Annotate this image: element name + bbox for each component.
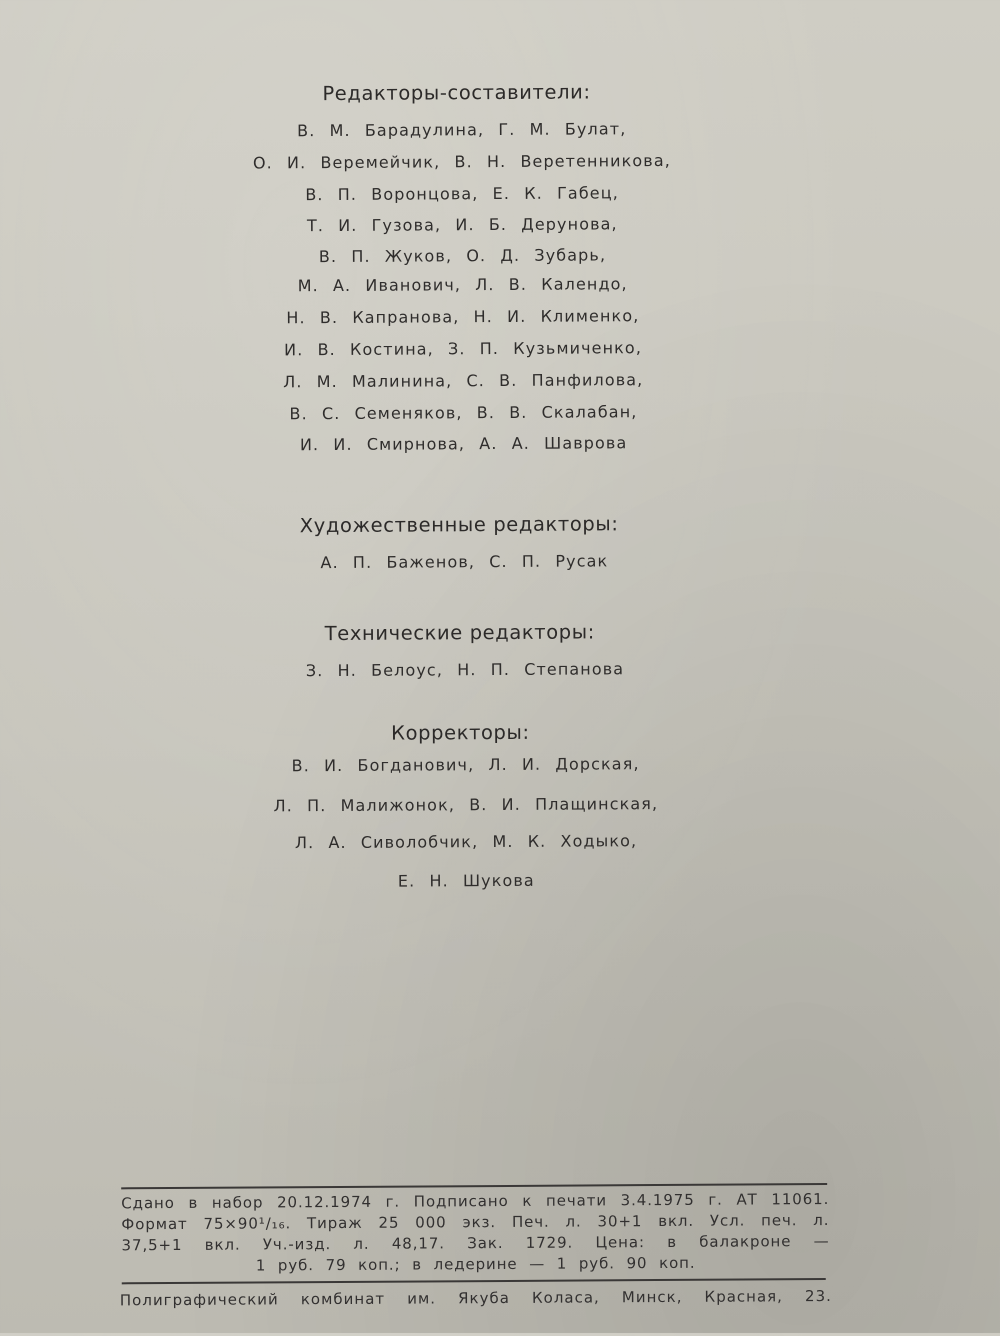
compilers-line: Т. И. Гузова, И. Б. Дерунова, bbox=[306, 214, 618, 236]
compilers-line: В. М. Барадулина, Г. М. Булат, bbox=[297, 119, 627, 141]
imprint-line: Сдано в набор 20.12.1974 г. Подписано к печати 3.4.1975 г. АТ 11061. bbox=[121, 1189, 830, 1213]
compilers-line: В. П. Воронцова, Е. К. Габец, bbox=[305, 183, 619, 205]
imprint-line: 1 руб. 79 коп.; в ледерине — 1 руб. 90 коп. bbox=[255, 1253, 696, 1275]
imprint-bottom-rule bbox=[122, 1278, 826, 1284]
tech-editors-line: З. Н. Белоус, Н. П. Степанова bbox=[305, 659, 625, 681]
compilers-heading: Редакторы-составители: bbox=[322, 80, 591, 106]
imprint-line: Формат 75×90¹/₁₆. Тираж 25 000 экз. Печ. л. 30+1 вкл. Усл. печ. л. bbox=[121, 1210, 830, 1234]
printer-line: Полиграфический комбинат им. Якуба Коласа, Минск, Красная, 23. bbox=[119, 1286, 832, 1310]
compilers-line: И. В. Костина, З. П. Кузьмиченко, bbox=[284, 338, 643, 360]
art-editors-line: А. П. Баженов, С. П. Русак bbox=[320, 551, 609, 573]
proofreaders-line: Л. П. Малижонок, В. И. Плащинская, bbox=[273, 794, 659, 816]
compilers-line: В. С. Семеняков, В. В. Скалабан, bbox=[289, 402, 638, 424]
proofreaders-line: В. И. Богданович, Л. И. Дорская, bbox=[291, 754, 640, 776]
compilers-line: В. П. Жуков, О. Д. Зубарь, bbox=[318, 245, 607, 267]
proofreaders-line: Е. Н. Шукова bbox=[397, 870, 535, 891]
compilers-line: И. И. Смирнова, А. А. Шаврова bbox=[299, 433, 628, 455]
tech-editors-heading: Технические редакторы: bbox=[324, 620, 595, 646]
proofreaders-heading: Корректоры: bbox=[391, 720, 530, 745]
imprint-top-rule bbox=[121, 1183, 827, 1189]
proofreaders-line: Л. А. Сиволобчик, М. К. Ходыко, bbox=[294, 831, 638, 853]
art-editors-heading: Художественные редакторы: bbox=[299, 512, 619, 538]
compilers-line: Л. М. Малинина, С. В. Панфилова, bbox=[283, 370, 644, 392]
compilers-line: О. И. Веремейчик, В. Н. Веретенникова, bbox=[252, 150, 671, 173]
imprint-line: 37,5+1 вкл. Уч.-изд. л. 48,17. Зак. 1729. Цена: в балакроне — bbox=[121, 1231, 830, 1255]
compilers-line: Н. В. Капранова, Н. И. Клименко, bbox=[286, 306, 640, 328]
compilers-line: М. А. Иванович, Л. В. Календо, bbox=[297, 274, 628, 296]
